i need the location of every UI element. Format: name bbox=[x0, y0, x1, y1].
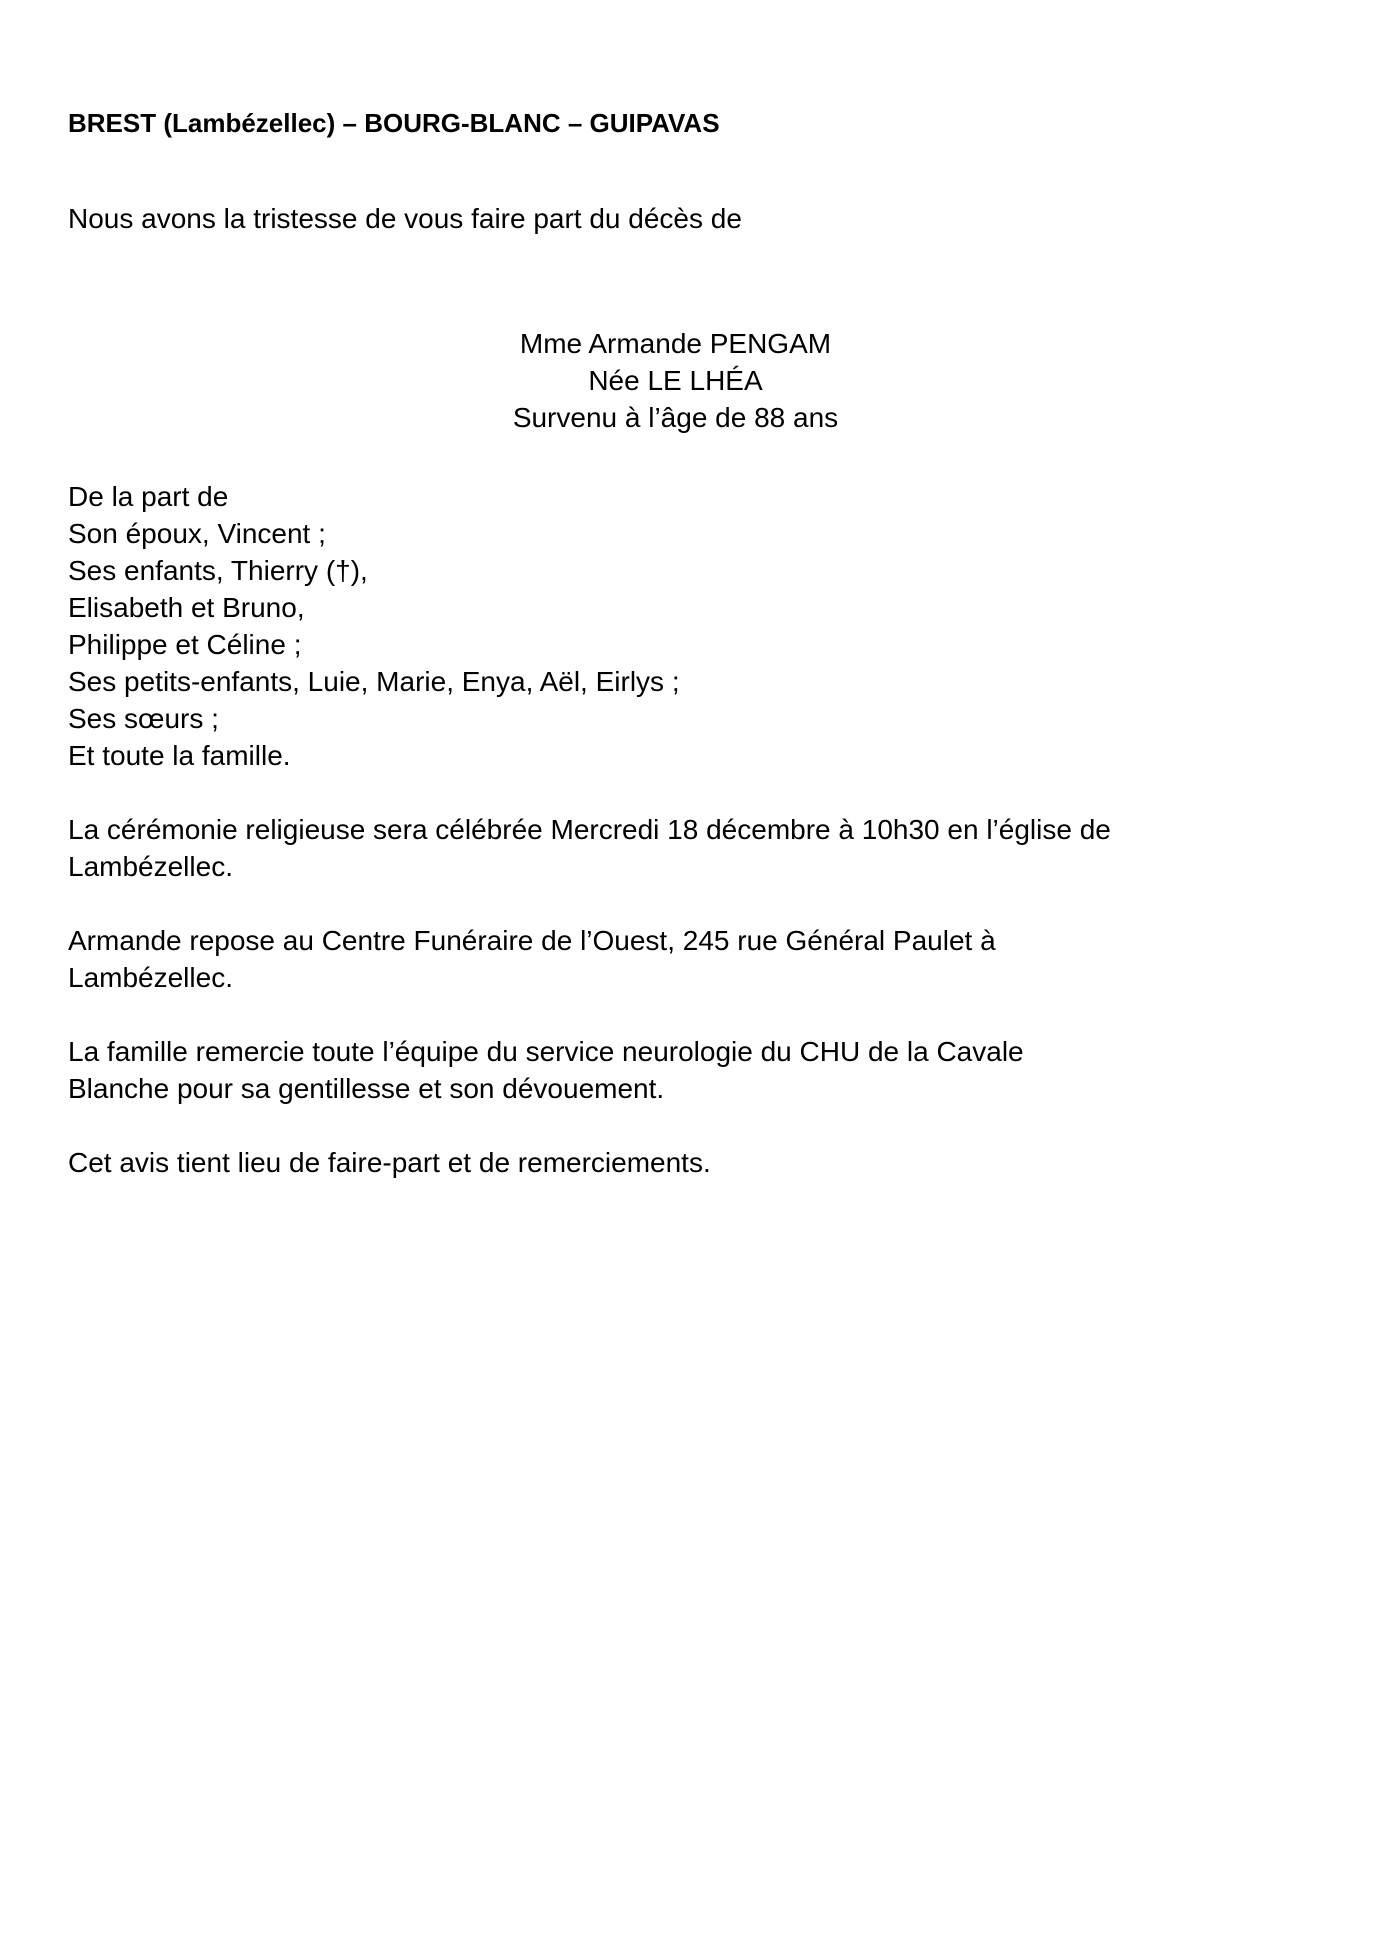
deceased-maiden-name-line: Née LE LHÉA bbox=[588, 365, 763, 396]
paragraph-line: La cérémonie religieuse sera célébrée Mercredi 18 décembre à 10h30 en l’église de bbox=[68, 814, 1111, 845]
paragraph-line: Lambézellec. bbox=[68, 851, 233, 882]
paragraph-line: Lambézellec. bbox=[68, 962, 233, 993]
family-line: Ses enfants, Thierry (†), bbox=[68, 555, 368, 586]
paragraph-avis bbox=[68, 1144, 1283, 1181]
paragraph-remerciements-chu bbox=[68, 1033, 1283, 1107]
deceased-block bbox=[68, 325, 1283, 436]
family-line: Son époux, Vincent ; bbox=[68, 518, 326, 549]
family-line: Ses petits-enfants, Luie, Marie, Enya, Aël, Eirlys ; bbox=[68, 666, 680, 697]
family-line: Elisabeth et Bruno, bbox=[68, 592, 305, 623]
family-line: Philippe et Céline ; bbox=[68, 629, 302, 660]
paragraph-repose bbox=[68, 922, 1283, 996]
family-block bbox=[68, 478, 1283, 774]
paragraph-line: Blanche pour sa gentillesse et son dévouement. bbox=[68, 1073, 665, 1104]
intro-line: Nous avons la tristesse de vous faire part du décès de bbox=[68, 203, 742, 234]
deceased-name-line: Mme Armande PENGAM bbox=[519, 328, 832, 359]
family-line: De la part de bbox=[68, 481, 229, 512]
family-line: Et toute la famille. bbox=[68, 740, 291, 771]
header-cities-line: BREST (Lambézellec) – BOURG-BLANC – GUIPAVAS bbox=[68, 108, 720, 138]
paragraph-ceremony bbox=[68, 811, 1283, 885]
deceased-age-line: Survenu à l’âge de 88 ans bbox=[512, 402, 839, 433]
paragraph-line: Armande repose au Centre Funéraire de l’Ouest, 245 rue Général Paulet à bbox=[68, 925, 996, 956]
paragraph-line: Cet avis tient lieu de faire-part et de remerciements. bbox=[68, 1147, 711, 1178]
family-line: Ses sœurs ; bbox=[68, 703, 219, 734]
paragraph-line: La famille remercie toute l’équipe du service neurologie du CHU de la Cavale bbox=[68, 1036, 1024, 1067]
